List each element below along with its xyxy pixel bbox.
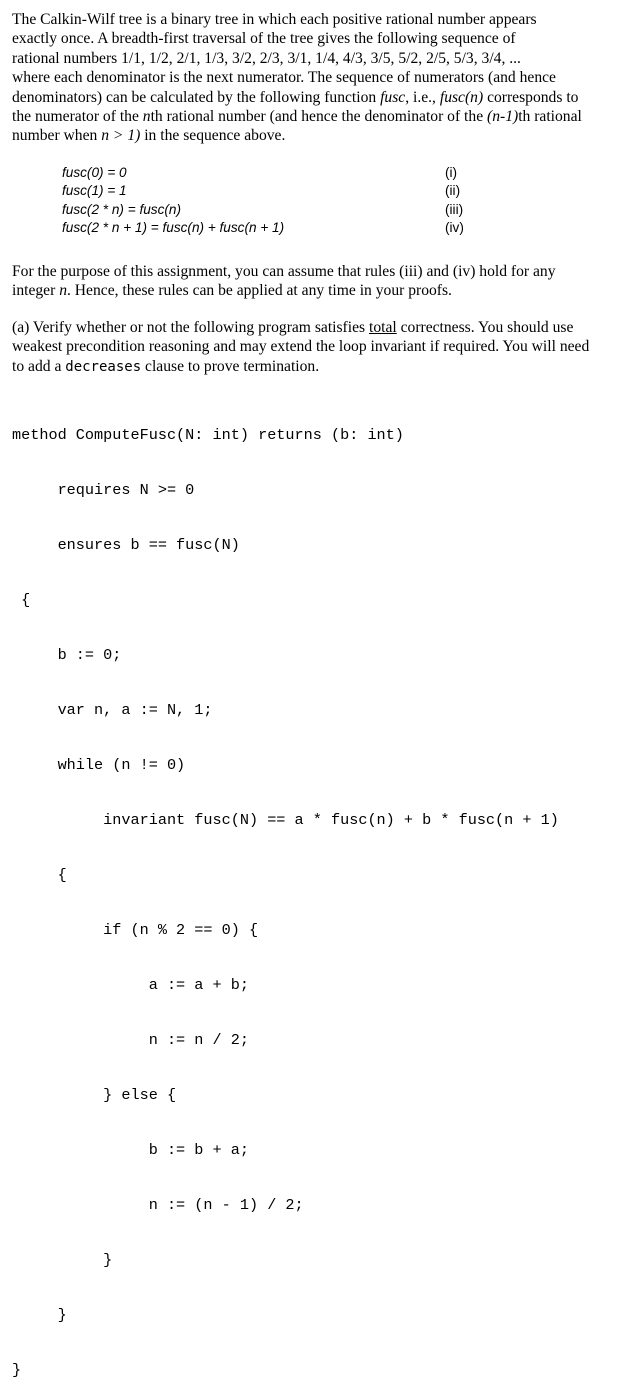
code-line: { (12, 590, 31, 609)
intro-line-5-mid: , i.e., (405, 88, 440, 106)
code-line: } (12, 1251, 113, 1270)
fusc-n-term: fusc(n) (439, 88, 484, 106)
code-line: a := a + b; (12, 976, 249, 994)
intro-line-1: The Calkin-Wilf tree is a binary tree in which each positive rational number appears (12, 11, 537, 28)
rule-row (62, 219, 482, 237)
rule-tag: (iv) (445, 220, 464, 236)
assumption-line-1: For the purpose of this assignment, you can assume that rules (iii) and (iv) hold for any (12, 263, 556, 280)
intro-line-5-end: corresponds to (483, 88, 579, 106)
n-term: n (59, 282, 67, 300)
rule-formula: fusc(1) = 1 (62, 183, 127, 199)
question-a-line-3-start: to add a (12, 357, 66, 375)
intro-line-6 (12, 107, 624, 126)
intro-line-6-end: th rational (518, 108, 582, 126)
intro-line-6-start: the numerator of the (12, 108, 143, 126)
assumption-line-2-start: integer (12, 282, 60, 300)
rule-formula: fusc(0) = 0 (62, 165, 127, 180)
code-line: ensures b == fusc(N) (12, 535, 240, 554)
code-line: invariant fusc(N) == a * fusc(n) + b * fusc(n + 1) (12, 810, 559, 829)
intro-line-6-mid: th rational number (and hence the denominator of the (150, 108, 488, 126)
assumption-paragraph (12, 262, 624, 301)
code-line: } (12, 1306, 67, 1325)
fusc-rules (62, 164, 482, 238)
code-line: } (12, 1361, 22, 1380)
intro-line-3: rational numbers 1/1, 1/2, 2/1, 1/3, 3/2, 2/3, 3/1, 1/4, 4/3, 3/5, 5/2, 2/5, 5/3, 3/4, ... (12, 49, 521, 67)
intro-line-5 (12, 88, 624, 107)
question-a-line-1 (12, 318, 624, 337)
intro-line-7-start: number when (12, 127, 102, 145)
question-a-line-3-end: clause to prove termination. (141, 357, 320, 375)
code-line: { (12, 865, 67, 884)
code-line: n := n / 2; (12, 1031, 249, 1050)
code-line: requires N >= 0 (12, 480, 195, 499)
code-line: b := 0; (12, 645, 122, 664)
rule-tag: (ii) (445, 183, 461, 199)
rule-tag: (iii) (445, 201, 464, 217)
intro-line-4: where each denominator is the next numerator. The sequence of numerators (and hence (12, 69, 556, 87)
code-line: n := (n - 1) / 2; (12, 1196, 304, 1215)
n-term: n (142, 108, 151, 126)
decreases-keyword: decreases (65, 358, 142, 375)
code-line: b := b + a; (12, 1141, 249, 1160)
rule-row (62, 182, 482, 200)
code-line: var n, a := N, 1; (12, 700, 213, 719)
code-listing (12, 389, 559, 1398)
total-term: total (368, 319, 397, 336)
assumption-line-2 (12, 281, 624, 300)
intro-line-7 (12, 126, 624, 145)
question-a-line-1-end: correctness. You should use (396, 319, 574, 336)
code-line: if (n % 2 == 0) { (12, 920, 259, 939)
intro-line-5-start: denominators) can be calculated by the following function (12, 88, 381, 106)
question-a-line-3 (12, 357, 624, 377)
code-line: method ComputeFusc(N: int) returns (b: int) (12, 425, 404, 444)
n-minus-1-term: (n-1) (487, 108, 519, 126)
code-line: while (n != 0) (12, 755, 186, 774)
intro-paragraph (12, 10, 624, 146)
n-gt-1-term: n > 1) (101, 127, 141, 145)
intro-line-7-end: in the sequence above. (140, 127, 286, 145)
question-a-paragraph (12, 318, 624, 377)
rule-formula: fusc(2 * n + 1) = fusc(n) + fusc(n + 1) (62, 220, 285, 236)
question-a-line-2: weakest precondition reasoning and may extend the loop invariant if required. You will need (12, 338, 590, 356)
rule-tag: (i) (445, 165, 458, 180)
question-a-line-1-start: (a) Verify whether or not the following program satisfies (12, 319, 369, 336)
rule-row (62, 201, 482, 219)
rule-row (62, 164, 482, 182)
rule-formula: fusc(2 * n) = fusc(n) (62, 201, 181, 217)
code-line: } else { (12, 1086, 177, 1105)
fusc-term: fusc (380, 88, 406, 106)
intro-line-2: exactly once. A breadth-first traversal of the tree gives the following sequence of (12, 30, 516, 48)
assumption-line-2-end: . Hence, these rules can be applied at any time in your proofs. (67, 282, 452, 300)
